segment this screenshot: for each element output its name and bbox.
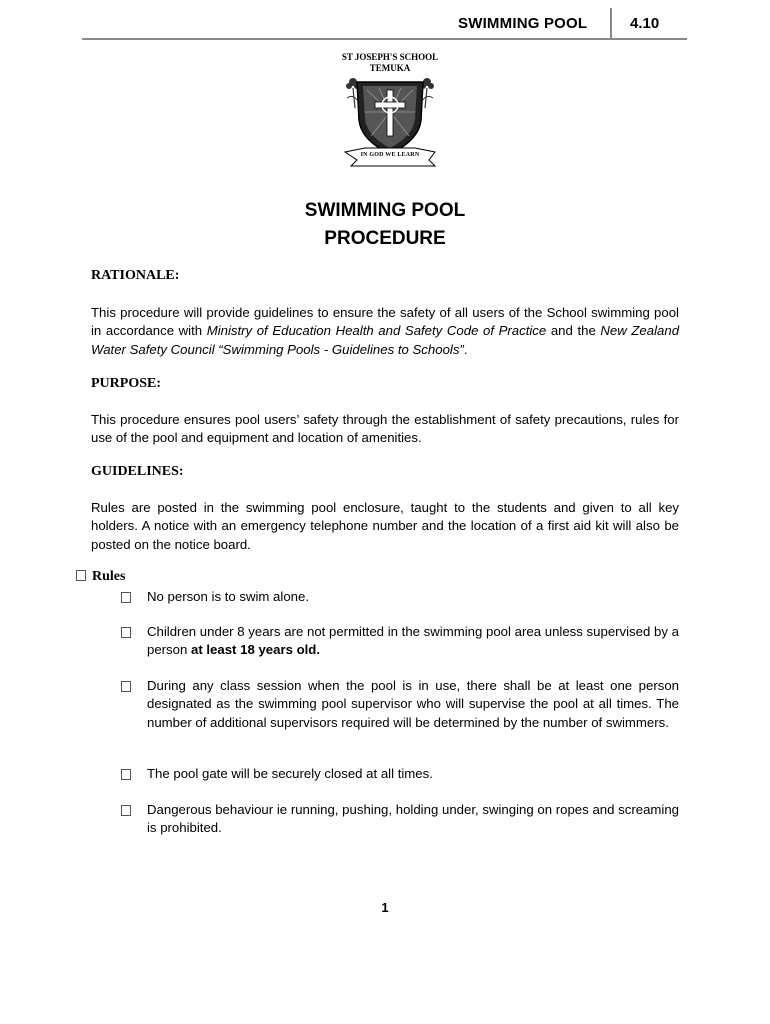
square-bullet-icon xyxy=(121,769,131,780)
purpose-paragraph: This procedure ensures pool users’ safety through the establishment of safety precautions, rules for use of the pool and equipment and location of amenities. xyxy=(91,412,679,446)
logo-town: TEMUKA xyxy=(369,63,411,73)
rule-item-text-bold: at least 18 years old. xyxy=(191,642,321,658)
rule-item xyxy=(121,623,679,660)
guidelines-paragraph: Rules are posted in the swimming pool enclosure, taught to the students and given to all key holders. A notice with an emergency telephone number and the location of a first aid kit will also be posted on the notice board. xyxy=(91,500,679,552)
rules-heading-label: Rules xyxy=(92,569,126,584)
square-bullet-icon xyxy=(76,570,86,581)
document-title-line2: PROCEDURE xyxy=(324,228,446,249)
rule-item xyxy=(121,765,679,783)
page-header xyxy=(0,0,770,40)
rationale-text-2: and the xyxy=(546,323,601,339)
guidelines-heading: GUIDELINES: xyxy=(91,464,184,479)
rule-item-text: Dangerous behaviour ie running, pushing, holding under, swinging on ropes and screaming is prohibited. xyxy=(147,802,679,836)
rule-item-text: No person is to swim alone. xyxy=(147,589,309,604)
square-bullet-icon xyxy=(121,805,131,816)
square-bullet-icon xyxy=(121,681,131,692)
logo-school-name: ST JOSEPH'S SCHOOL xyxy=(341,52,439,62)
rule-item xyxy=(121,588,679,606)
rule-item xyxy=(121,801,679,838)
school-crest-logo xyxy=(335,48,445,168)
header-divider-vertical xyxy=(610,8,612,39)
rationale-text-1: This procedure will provide guidelines to ensure the safety of all users of the School swimming pool in accordance with xyxy=(91,305,679,339)
purpose-heading: PURPOSE: xyxy=(91,376,161,391)
rule-item-text: The pool gate will be securely closed at all times. xyxy=(147,766,433,781)
square-bullet-icon xyxy=(121,627,131,638)
rationale-heading: RATIONALE: xyxy=(91,268,180,283)
rationale-italic-2: New Zealand Water Safety Council “Swimming Pools - Guidelines to Schools” xyxy=(91,323,680,357)
logo-motto: IN GOD WE LEARN xyxy=(360,152,420,158)
rules-heading xyxy=(76,569,125,585)
rule-item-text-main: Children under 8 years are not permitted in the swimming pool area unless supervised by a person xyxy=(147,624,679,658)
square-bullet-icon xyxy=(121,592,131,603)
rule-item-text: During any class session when the pool is in use, there shall be at least one person designated as the swimming pool supervisor who will supervise the pool at all times. The number of additional supervisors required will be determined by the number of swimmers. xyxy=(147,678,679,730)
rationale-paragraph xyxy=(91,304,679,359)
rationale-text-3: . xyxy=(463,341,468,357)
crest-shield-icon xyxy=(335,48,445,168)
rationale-italic-1: Ministry of Education Health and Safety Code of Practice xyxy=(206,323,547,339)
rule-item xyxy=(121,677,679,732)
page-number: 1 xyxy=(381,900,389,915)
document-title-line1: SWIMMING POOL xyxy=(304,200,466,221)
header-title: SWIMMING POOL xyxy=(458,15,588,32)
header-section-number: 4.10 xyxy=(630,15,660,32)
rule-item-text xyxy=(147,623,679,660)
header-rule xyxy=(82,38,687,40)
